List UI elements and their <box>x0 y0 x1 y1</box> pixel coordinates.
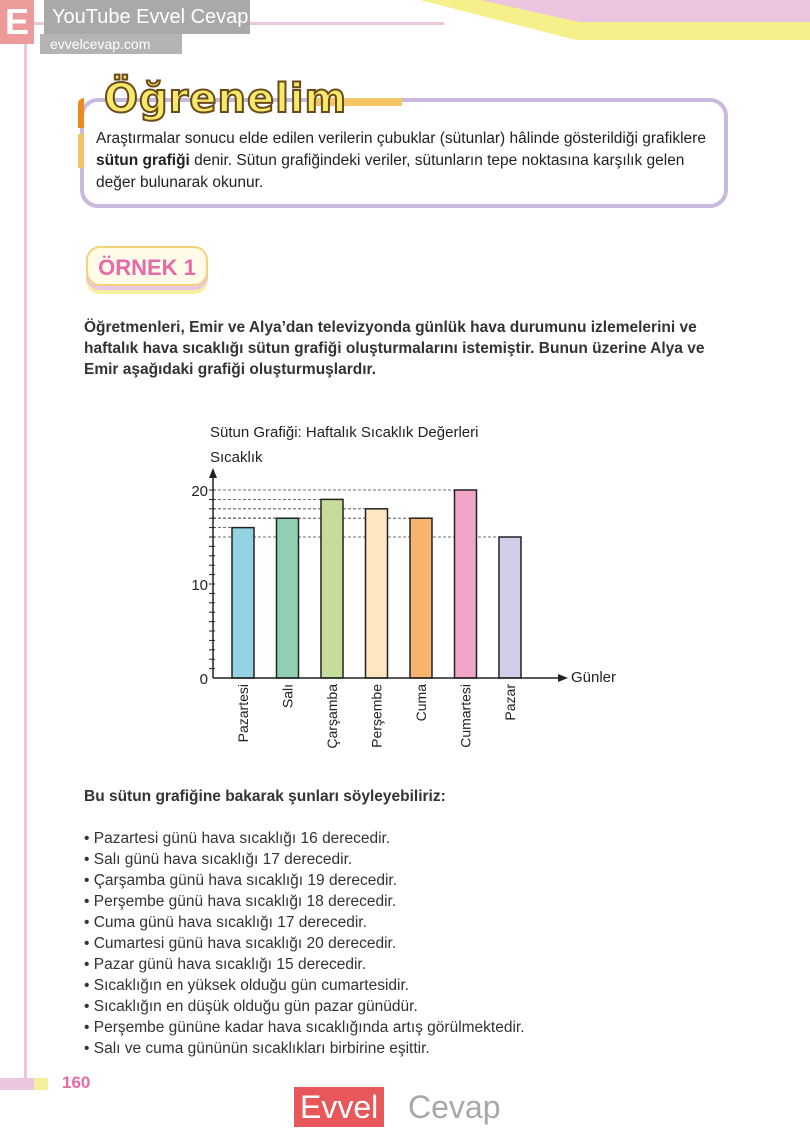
x-tick-label: Salı <box>279 684 296 709</box>
x-tick-label: Çarşamba <box>324 684 340 749</box>
footer-logo-right: Cevap <box>408 1089 501 1125</box>
x-tick-label: Perşembe <box>368 684 385 748</box>
chart-title: Sütun Grafiği: Haftalık Sıcaklık Değerleri <box>210 424 479 441</box>
summary-item: • Salı günü hava sıcaklığı 17 derecedir. <box>84 849 525 870</box>
bar-cumartesi <box>455 490 477 678</box>
summary-list <box>84 828 525 1059</box>
x-axis-label: Günler <box>571 669 617 686</box>
x-tick-label: Pazartesi <box>235 684 251 743</box>
summary-item: • Perşembe gününe kadar hava sıcaklığında artış görülmektedir. <box>84 1017 525 1038</box>
y-tick-label: 0 <box>199 671 208 688</box>
summary-item: • Pazartesi günü hava sıcaklığı 16 derecedir. <box>84 828 525 849</box>
bar-salı <box>277 518 299 678</box>
bar-cuma <box>410 518 432 678</box>
example-intro: Öğretmenleri, Emir ve Alya’dan televizyonda günlük hava durumunu izlemelerini ve haftalık hava sıcaklığı sütun grafiği oluşturmalarını istemiştir. Bunun üzerine Alya ve Emir aşağıdaki grafiği oluşturmuşlardır. <box>84 319 705 378</box>
summary-item: • Perşembe günü hava sıcaklığı 18 derecedir. <box>84 891 525 912</box>
bar-pazar <box>499 537 521 678</box>
summary-item: • Çarşamba günü hava sıcaklığı 19 derecedir. <box>84 870 525 891</box>
example-badge: ÖRNEK 1 <box>86 246 208 286</box>
x-tick-label: Cuma <box>413 684 429 722</box>
bar-çarşamba <box>321 499 343 678</box>
y-axis-label: Sıcaklık <box>210 449 263 466</box>
summary-item: • Salı ve cuma gününün sıcaklıkları birbirine eşittir. <box>84 1038 525 1059</box>
y-axis-arrow-icon <box>209 468 217 478</box>
text: denir. Sütun grafiğindeki veriler, sütunların tepe noktasına karşılık gelen değer bulunarak okunur. <box>96 152 685 191</box>
decor-bar <box>0 1078 34 1090</box>
bar-perşembe <box>366 509 388 678</box>
summary-item: • Sıcaklığın en yüksek olduğu gün cumartesidir. <box>84 975 525 996</box>
summary-item: • Pazar günü hava sıcaklığı 15 derecedir. <box>84 954 525 975</box>
term: sütun grafiği <box>96 152 190 169</box>
x-tick-label: Pazar <box>502 684 518 721</box>
decor-bar <box>34 1078 48 1090</box>
page-number: 160 <box>62 1073 91 1092</box>
footer-logo-left: Evvel <box>294 1087 384 1127</box>
summary-item: • Cumartesi günü hava sıcaklığı 20 derecedir. <box>84 933 525 954</box>
summary-heading: Bu sütun grafiğine bakarak şunları söyleyebiliriz: <box>84 788 446 805</box>
x-axis-arrow-icon <box>558 674 568 682</box>
summary-item: • Sıcaklığın en düşük olduğu gün pazar günüdür. <box>84 996 525 1017</box>
text: Araştırmalar sonucu elde edilen verilerin çubuklar (sütunlar) hâlinde gösterildiği grafiklere <box>96 130 706 147</box>
y-tick-label: 10 <box>191 577 208 594</box>
brand-youtube: YouTube Evvel Cevap <box>44 0 250 34</box>
brand-site: evvelcevap.com <box>40 34 182 54</box>
learn-title: Öğrenelim <box>104 76 348 122</box>
y-tick-label: 20 <box>191 483 208 500</box>
summary-item: • Cuma günü hava sıcaklığı 17 derecedir. <box>84 912 525 933</box>
x-tick-label: Cumartesi <box>457 684 474 748</box>
brand-logo: E <box>0 0 34 44</box>
bar-pazartesi <box>232 528 254 678</box>
